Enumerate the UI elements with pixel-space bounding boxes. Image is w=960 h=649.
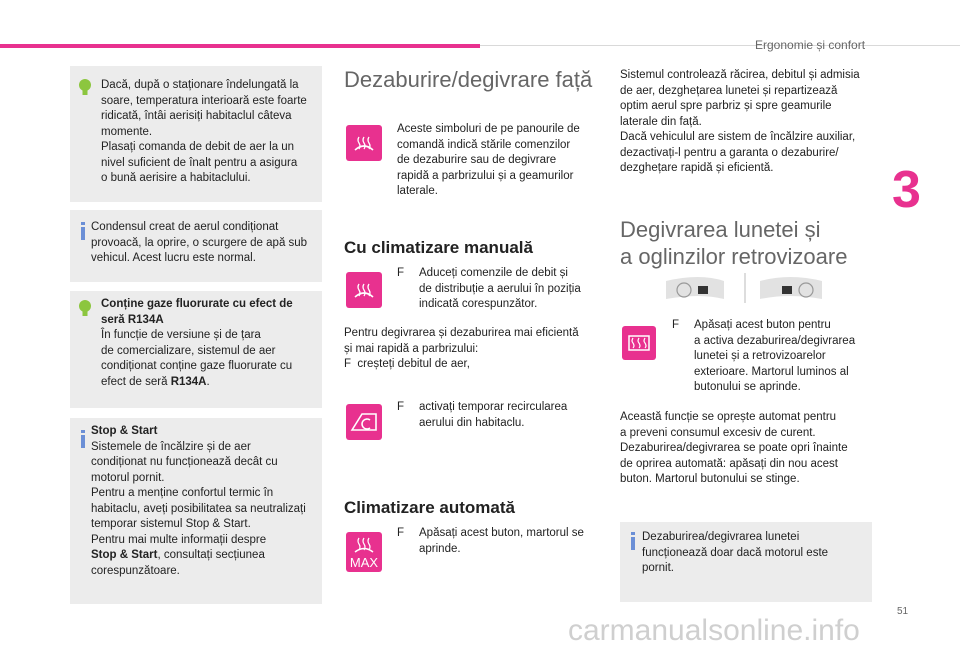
note-text: Stop & Start Sistemele de încălzire și de aer condiționat nu funcționează decât cu motorul pornit. Pentru a menține confortul termic în habitaclu, aveți posibilitatea sa neutralizați temporar sistemul Stop & Start. Pentru mai multe informații despre Stop & Start, consultați secțiunea corespunzătoare. [91, 425, 306, 577]
system-text: Sistemul controlează răcirea, debitul și admisia de aer, dezghețarea lunetei și repartizează optim aerul spre parbriz și spre geamurile laterale din față. Dacă vehiculul are sistem de încălzire auxiliar, dezactivați-l pentru a garanta o dezaburire/ dezghețare rapidă și eficientă. [620, 69, 860, 174]
note-text: Condensul creat de aerul condiționat provoacă, la oprire, o scurgere de apă sub vehicul. Acest lucru este normal. [91, 221, 308, 264]
header-rule [480, 45, 960, 46]
note-text: Conține gaze fluorurate cu efect de seră R134A În funcție de versiune și de țara de comercializare, sistemul de aer condiționat conține gaze fluorurate cu efect de seră R134A. [101, 298, 293, 388]
info-icon [78, 430, 88, 448]
info-icon [628, 532, 638, 550]
rear-window-defrost-icon [622, 326, 656, 360]
chapter-number: 3 [892, 161, 921, 219]
page-number: 51 [897, 606, 909, 617]
note-box-engine [620, 522, 872, 602]
note-text: Dezaburirea/degivrarea lunetei funcționează doar dacă motorul este pornit. [642, 531, 829, 574]
manual-step-1: F Aduceți comenzile de debit și de distribuție a aerului în poziția indicată corespunzător. [397, 267, 581, 310]
info-icon [78, 222, 88, 240]
note-box-gas [70, 291, 322, 408]
front-demist-icon [346, 272, 382, 308]
front-demist-icon [346, 125, 382, 161]
check-bullet: F [397, 267, 405, 279]
note-box-ventilation [70, 66, 322, 202]
max-defrost-icon [346, 532, 382, 572]
watermark: carmanualsonline.info [568, 614, 860, 647]
max-label: MAX [349, 555, 379, 570]
note-box-stop-start [70, 418, 322, 604]
rear-window-buttons-illustration [660, 271, 830, 305]
auto-off-text: Această funcție se oprește automat pentru a preveni consumul excesiv de curent. Dezaburirea/degivrarea se poate opri înainte de oprirea automată: apăsați din nou acest buton. Martorul butonului se stinge. [620, 411, 848, 485]
note-text: Dacă, după o staționare îndelungată la soare, temperatura interioară este foarte ridicată, întâi aerisiți habitaclul câteva momente. Plasați comanda de debit de aer la un nivel suficient de înalt pentru a asigura o bună aerisire a habitaclului. [101, 79, 307, 184]
heading-front-defrost: Dezaburire/degivrare față [344, 67, 593, 92]
note-box-condensation [70, 210, 322, 282]
header-accent-bar [0, 44, 480, 48]
recirculation-icon [346, 404, 382, 440]
intro-text: Aceste simboluri de pe panourile de comandă indică stările comenzilor de dezaburire sau de degivrare rapidă a parbrizului și a geamurilor laterale. [397, 123, 580, 197]
section-title: Ergonomie și confort [755, 38, 866, 52]
heading-auto-ac: Climatizare automată [344, 498, 515, 517]
heading-rear-defrost: Degivrarea lunetei și a oglinzilor retrovizoare [620, 217, 848, 269]
auto-step: F Apăsați acest buton, martorul se aprinde. [397, 527, 584, 555]
manual-text: Pentru degivrarea și dezaburirea mai eficientă și mai rapidă a parbrizului: F creșteți debitul de aer, [344, 327, 579, 370]
manual-step-2: F activați temporar recircularea aerului din habitaclu. [397, 401, 568, 429]
lightbulb-icon [76, 299, 94, 317]
lightbulb-icon [76, 78, 94, 96]
rear-step: F Apăsați acest buton pentru a activa dezaburirea/degivrarea lunetei și a retrovizoarelor exterioare. Martorul luminos al butonului se aprinde. [672, 319, 856, 393]
heading-manual-ac: Cu climatizare manuală [344, 238, 533, 257]
